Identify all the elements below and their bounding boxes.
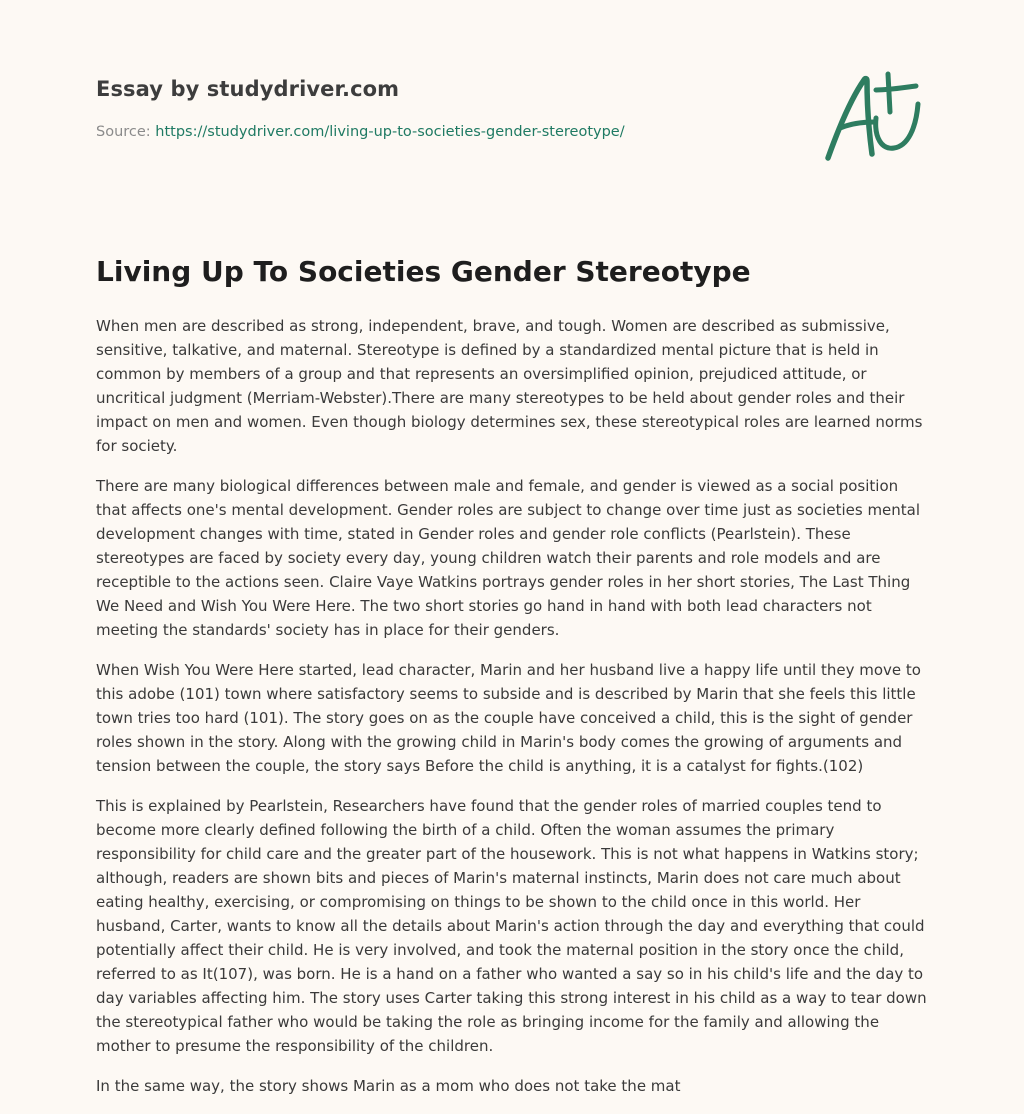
a-plus-logo-icon bbox=[820, 66, 930, 166]
essay-paragraph: When Wish You Were Here started, lead character, Marin and her husband live a happy life until they move to this adobe (101) town where satisfactory seems to subside and is described by Marin that she feels this little town tries too hard (101). The story goes on as the couple have conceived a child, this is the sight of gender roles shown in the story. Along with the growing child in Marin's body comes the growing of arguments and tension between the couple, the story says Before the child is anything, it is a catalyst for fights.(102) bbox=[96, 661, 921, 775]
site-brand: Essay by studydriver.com bbox=[96, 77, 400, 101]
essay-body bbox=[96, 314, 932, 1114]
source-link[interactable]: https://studydriver.com/living-up-to-societies-gender-stereotype/ bbox=[155, 124, 625, 140]
source-label: Source: bbox=[96, 124, 156, 140]
essay-paragraph: When men are described as strong, independent, brave, and tough. Women are described as submissive, sensitive, talkative, and maternal. Stereotype is defined by a standardized mental picture that is held in common by members of a group and that represents an oversimplified opinion, prejudiced attitude, or uncritical judgment (Merriam-Webster).There are many stereotypes to be held about gender roles and their impact on men and women. Even though biology determines sex, these stereotypical roles are learned norms for society. bbox=[96, 317, 923, 455]
essay-paragraph: In the same way, the story shows Marin as a mom who does not take the mat bbox=[96, 1077, 681, 1095]
essay-paragraph: There are many biological differences between male and female, and gender is viewed as a social position that affects one's mental development. Gender roles are subject to change over time just as societies mental development changes with time, stated in Gender roles and gender role conflicts (Pearlstein). These stereotypes are faced by society every day, young children watch their parents and role models and are receptible to the actions seen. Claire Vaye Watkins portrays gender roles in her short stories, The Last Thing We Need and Wish You Were Here. The two short stories go hand in hand with both lead characters not meeting the standards' society has in place for their genders. bbox=[96, 477, 921, 639]
source-line bbox=[96, 124, 625, 140]
essay-paragraph: This is explained by Pearlstein, Researchers have found that the gender roles of married couples tend to become more clearly defined following the birth of a child. Often the woman assumes the primary responsibility for child care and the greater part of the housework. This is not what happens in Watkins story; although, readers are shown bits and pieces of Marin's maternal instincts, Marin does not care much about eating healthy, exercising, or compromising on things to be shown to the child once in this world. Her husband, Carter, wants to know all the details about Marin's action through the day and everything that could potentially affect their child. He is very involved, and took the maternal position in the story once the child, referred to as It(107), was born. He is a hand on a father who wanted a say so in his child's life and the day to day variables affecting him. The story uses Carter taking this strong interest in his child as a way to tear down the stereotypical father who would be taking the role as bringing income for the family and allowing the mother to presume the responsibility of the children. bbox=[96, 797, 927, 1055]
essay-title: Living Up To Societies Gender Stereotype bbox=[96, 255, 751, 288]
